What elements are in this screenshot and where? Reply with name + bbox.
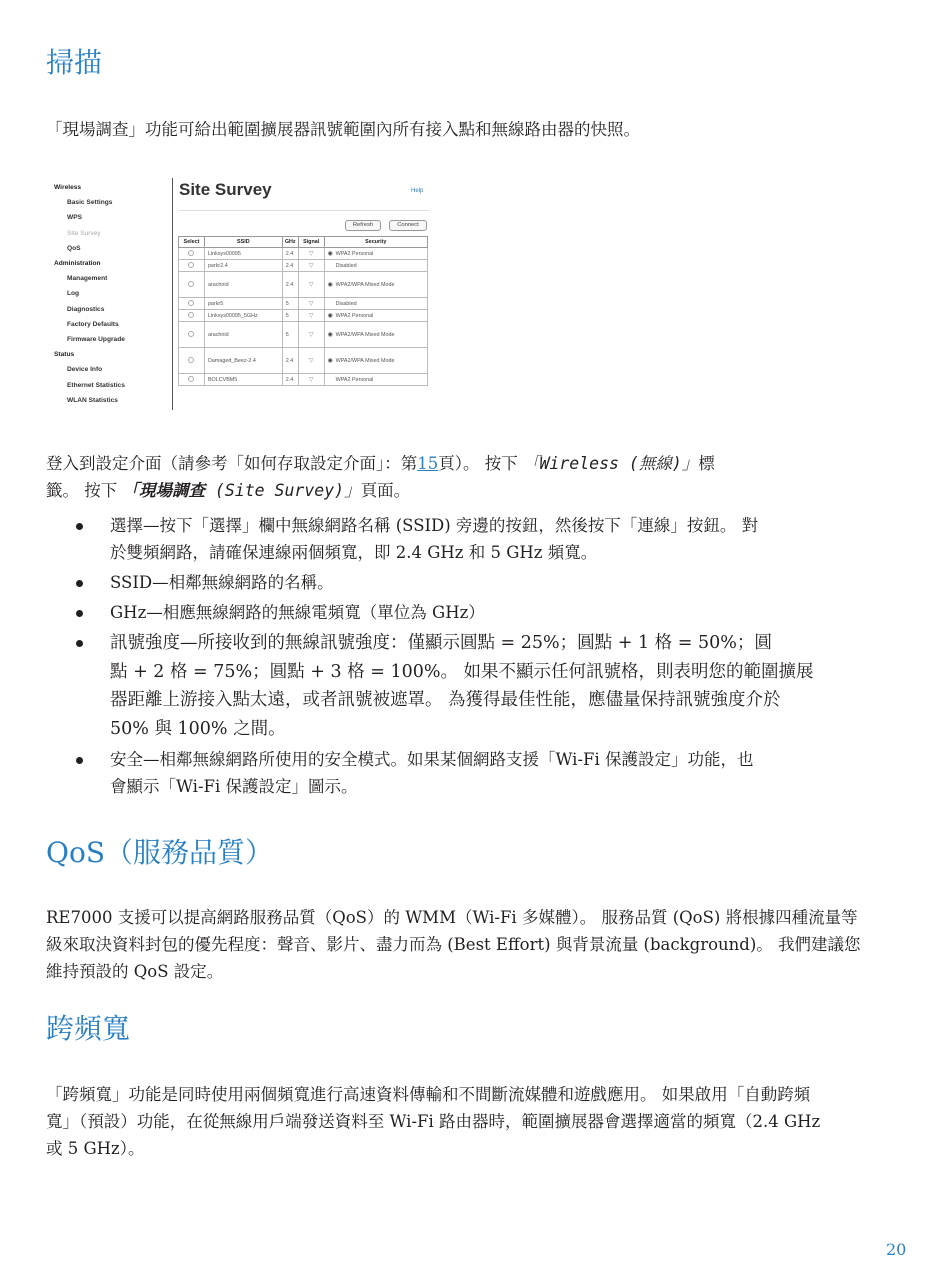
- screenshot-nav-item: Ethernet Statistics: [67, 381, 125, 389]
- ssid-cell: Linksys00095_5GHz: [204, 310, 282, 322]
- bullet-icon: [76, 580, 83, 587]
- select-cell: [179, 248, 205, 260]
- screenshot-nav-item: Site Survey: [67, 229, 101, 237]
- ghz-cell: 2.4: [282, 260, 298, 272]
- list-item: [72, 629, 832, 743]
- table-column-header: Select: [179, 237, 205, 248]
- security-text: Disabled: [335, 300, 357, 307]
- signal-cell: [298, 322, 324, 348]
- page-reference-link[interactable]: 15: [417, 454, 439, 473]
- crossband-body-line-3: 或 5 GHz）。: [46, 1139, 145, 1158]
- list-item-line: 器距離上游接入點太遠，或者訊號被遮罩。 為獲得最佳性能，應儘量保持訊號強度介於: [110, 690, 781, 710]
- wifi-signal-icon: ▽: [308, 358, 314, 364]
- screenshot-nav-item: Factory Defaults: [67, 320, 119, 328]
- screenshot-nav-item: Diagnostics: [67, 305, 105, 313]
- bullet-icon: [76, 640, 83, 647]
- list-item-line: 訊號強度—所接收到的無線訊號強度：僅顯示圓點 = 25%；圓點 + 1 格 = 50%；圓: [110, 633, 772, 653]
- signal-cell: [298, 298, 324, 310]
- select-radio-icon: [188, 281, 194, 287]
- select-cell: [179, 310, 205, 322]
- ghz-cell: 2.4: [282, 374, 298, 386]
- screenshot-nav-item: Log: [67, 290, 80, 298]
- table-column-header: SSID: [204, 237, 282, 248]
- select-radio-icon: [188, 331, 194, 337]
- qos-body-line-3: 維持預設的 QoS 設定。: [46, 962, 224, 981]
- screenshot-nav-item: Device Info: [67, 366, 103, 374]
- select-radio-icon: [188, 376, 194, 382]
- security-cell: [324, 322, 427, 348]
- security-cell: [324, 272, 427, 298]
- signal-cell: [298, 248, 324, 260]
- select-radio-icon: [188, 300, 194, 306]
- ssid-cell: arachnid: [204, 322, 282, 348]
- wireless-tab-reference: 「Wireless (無線)」: [523, 454, 699, 473]
- security-cell: [324, 248, 427, 260]
- table-column-header: GHz: [282, 237, 298, 248]
- security-text: WPA2 Personal: [335, 250, 374, 257]
- ghz-cell: 2.4: [282, 348, 298, 374]
- wifi-signal-icon: ▽: [308, 263, 314, 269]
- security-cell: [324, 374, 427, 386]
- screenshot-nav-item: Wireless: [54, 184, 82, 191]
- field-descriptions-list: [72, 512, 832, 800]
- list-item-line: GHz—相應無線網路的無線電頻寬（單位為 GHz）: [110, 603, 485, 622]
- screenshot-title: Site Survey: [179, 180, 272, 199]
- table-row: [179, 260, 428, 272]
- screenshot-divider: [172, 178, 173, 410]
- list-item-line: SSID—相鄰無線網路的名稱。: [110, 573, 334, 592]
- site-survey-screenshot: [52, 176, 442, 412]
- screenshot-nav-item: WLAN Statistics: [67, 396, 118, 404]
- signal-cell: [298, 374, 324, 386]
- wps-icon: ◉: [327, 250, 333, 257]
- signal-cell: [298, 272, 324, 298]
- site-survey-table: [178, 236, 428, 386]
- wps-icon: ◉: [327, 331, 333, 338]
- signal-cell: [298, 348, 324, 374]
- connect-button: Connect: [389, 220, 427, 231]
- list-item: [72, 599, 832, 626]
- wps-icon: ◉: [327, 281, 333, 288]
- list-item: [72, 512, 832, 566]
- table-row: [179, 298, 428, 310]
- instructions-text: 登入到設定介面（請參考「如何存取設定介面」：第: [46, 454, 418, 473]
- table-row: [179, 322, 428, 348]
- table-row: [179, 310, 428, 322]
- bullet-icon: [76, 757, 83, 764]
- screenshot-nav-item: Basic Settings: [67, 199, 113, 207]
- site-survey-reference-en: (Site Survey)」: [205, 481, 361, 500]
- table-row: [179, 248, 428, 260]
- ssid-cell: arachnid: [204, 272, 282, 298]
- ghz-cell: 5: [282, 298, 298, 310]
- instructions-text: 標: [698, 454, 715, 473]
- screenshot-nav-item: Firmware Upgrade: [67, 336, 125, 344]
- screenshot-rule: [179, 210, 429, 211]
- screenshot-nav-item: Status: [54, 351, 75, 359]
- wifi-signal-icon: ▽: [308, 377, 314, 383]
- security-text: WPA2 Personal: [335, 312, 374, 319]
- screenshot-help-link: Help: [411, 188, 424, 194]
- list-item-line: 於雙頻網路，請確保連線兩個頻寬，即 2.4 GHz 和 5 GHz 頻寬。: [110, 543, 598, 562]
- select-radio-icon: [188, 250, 194, 256]
- wps-icon: ◉: [327, 357, 333, 364]
- section-heading-qos: QoS（服務品質）: [46, 836, 273, 869]
- security-text: WPA2 Personal: [335, 376, 374, 383]
- security-cell: [324, 260, 427, 272]
- ghz-cell: 2.4: [282, 272, 298, 298]
- bullet-icon: [76, 610, 83, 617]
- wifi-signal-icon: ▽: [308, 332, 314, 338]
- wps-icon: ◉: [327, 312, 333, 319]
- ssid-cell: parkr2.4: [204, 260, 282, 272]
- screenshot-nav-item: Administration: [54, 260, 101, 268]
- ssid-cell: parkr5: [204, 298, 282, 310]
- instructions-line-1: [46, 450, 846, 477]
- instructions-text: 頁面。: [360, 481, 411, 500]
- ghz-cell: 2.4: [282, 248, 298, 260]
- select-radio-icon: [188, 312, 194, 318]
- qos-body-line-2: 級來取決資料封包的優先程度：聲音、影片、盡力而為 (Best Effort) 與背景流量 (background)。 我們建議您: [46, 935, 861, 954]
- list-item: [72, 569, 832, 596]
- screenshot-sidebar: [54, 180, 172, 408]
- instructions-line-2: [46, 477, 846, 504]
- refresh-button: Refresh: [345, 220, 381, 231]
- security-text: WPA2/WPA Mixed Mode: [335, 357, 395, 364]
- wifi-signal-icon: ▽: [308, 313, 314, 319]
- list-item-line: 會顯示「Wi-Fi 保護設定」圖示。: [110, 777, 358, 796]
- select-cell: [179, 260, 205, 272]
- bullet-icon: [76, 523, 83, 530]
- table-column-header: Signal: [298, 237, 324, 248]
- signal-cell: [298, 310, 324, 322]
- security-text: WPA2/WPA Mixed Mode: [335, 331, 395, 338]
- signal-cell: [298, 260, 324, 272]
- select-radio-icon: [188, 262, 194, 268]
- select-cell: [179, 322, 205, 348]
- wifi-signal-icon: ▽: [308, 251, 314, 257]
- list-item-line: 安全—相鄰無線網路所使用的安全模式。如果某個網路支援「Wi-Fi 保護設定」功能，也: [110, 750, 754, 769]
- select-cell: [179, 298, 205, 310]
- select-radio-icon: [188, 357, 194, 363]
- security-text: Disabled: [335, 262, 357, 269]
- section-heading-scan: 掃描: [46, 46, 103, 79]
- screenshot-nav-item: Management: [67, 275, 108, 283]
- select-cell: [179, 272, 205, 298]
- security-cell: [324, 310, 427, 322]
- scan-intro: 「現場調查」功能可給出範圍擴展器訊號範圍內所有接入點和無線路由器的快照。: [46, 120, 640, 139]
- ghz-cell: 5: [282, 310, 298, 322]
- ssid-cell: Linksys00095: [204, 248, 282, 260]
- table-row: [179, 348, 428, 374]
- section-heading-crossband: 跨頻寬: [46, 1012, 131, 1045]
- table-row: [179, 272, 428, 298]
- ssid-cell: Damaged_Beez-2.4: [204, 348, 282, 374]
- page-number: 20: [886, 1240, 907, 1259]
- crossband-body-line-2: 寬」（預設）功能，在從無線用戶端發送資料至 Wi-Fi 路由器時，範圍擴展器會選擇適當的頻寬（2.4 GHz: [46, 1112, 821, 1131]
- table-column-header: Security: [324, 237, 427, 248]
- ghz-cell: 5: [282, 322, 298, 348]
- security-cell: [324, 348, 427, 374]
- list-item-line: 選擇—按下「選擇」欄中無線網路名稱 (SSID) 旁邊的按鈕，然後按下「連線」按鈕。 對: [110, 516, 759, 535]
- wifi-signal-icon: ▽: [308, 301, 314, 307]
- security-text: WPA2/WPA Mixed Mode: [335, 281, 395, 288]
- security-cell: [324, 298, 427, 310]
- screenshot-nav-item: WPS: [67, 214, 83, 222]
- crossband-body-line-1: 「跨頻寬」功能是同時使用兩個頻寬進行高速資料傳輸和不間斷流媒體和遊戲應用。 如果啟用「自動跨頻: [46, 1085, 811, 1104]
- wifi-signal-icon: ▽: [308, 282, 314, 288]
- table-row: [179, 374, 428, 386]
- instructions-text: 頁）。 按下: [438, 454, 518, 473]
- ssid-cell: BOLCVBM5: [204, 374, 282, 386]
- instructions-text: 籤。 按下: [46, 481, 118, 500]
- list-item-line: 點 + 2 格 = 75%；圓點 + 3 格 = 100%。 如果不顯示任何訊號格，則表明您的範圍擴展: [110, 661, 814, 682]
- screenshot-nav-item: QoS: [67, 244, 81, 252]
- select-cell: [179, 374, 205, 386]
- site-survey-reference: 「現場調查: [122, 481, 205, 500]
- list-item-line: 50% 與 100% 之間。: [110, 718, 286, 739]
- select-cell: [179, 348, 205, 374]
- qos-body-line-1: RE7000 支援可以提高網路服務品質（QoS）的 WMM（Wi-Fi 多媒體）。 服務品質 (QoS) 將根據四種流量等: [46, 908, 858, 927]
- list-item: [72, 746, 832, 800]
